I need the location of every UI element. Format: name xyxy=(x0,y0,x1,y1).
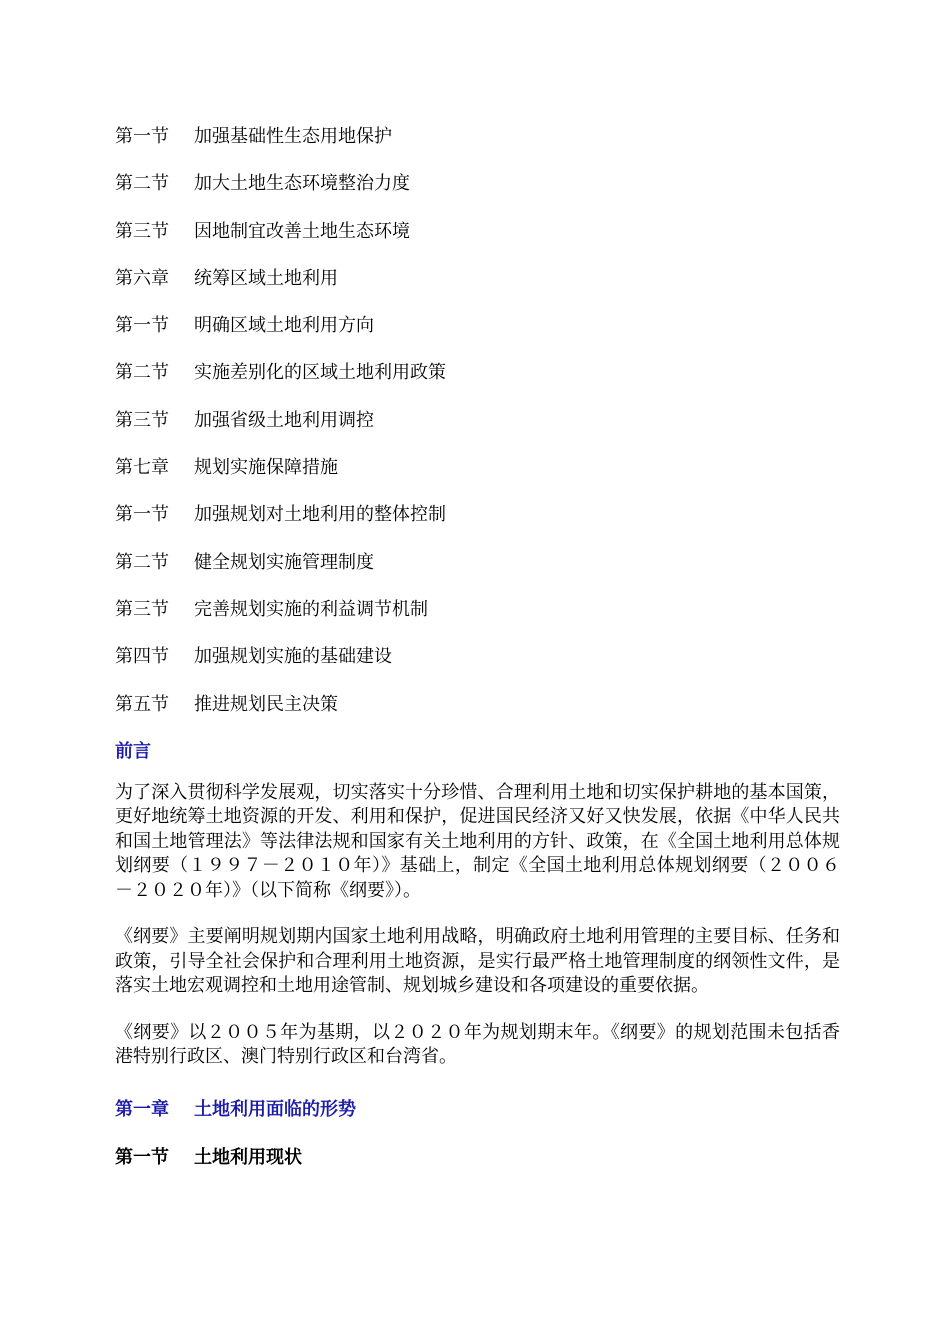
toc-entry-title: 加强规划对土地利用的整体控制 xyxy=(194,504,446,526)
toc-entry-title: 加强规划实施的基础建设 xyxy=(194,646,392,668)
toc-entry xyxy=(115,408,840,434)
toc-entry-number: 第四节 xyxy=(115,646,169,668)
toc-entry xyxy=(115,644,840,670)
toc-entry xyxy=(115,124,840,150)
chapter-title: 土地利用面临的形势 xyxy=(194,1098,356,1120)
toc-entry xyxy=(115,360,840,386)
toc-entry xyxy=(115,502,840,528)
preface-paragraph: 《纲要》以２００５年为基期，以２０２０年为规划期末年。《纲要》的规划范围未包括香港特别行政区、澳门特别行政区和台湾省。 xyxy=(115,1021,840,1068)
toc-entry-number: 第三节 xyxy=(115,598,169,620)
section-number: 第一节 xyxy=(115,1146,169,1168)
preface-heading: 前言 xyxy=(115,740,151,762)
toc-entry-number: 第三节 xyxy=(115,220,169,242)
toc-entry xyxy=(115,313,840,339)
section-heading xyxy=(115,1145,840,1171)
toc-entry-number: 第七章 xyxy=(115,457,169,479)
toc-entry-number: 第六章 xyxy=(115,267,169,289)
toc-entry-number: 第三节 xyxy=(115,409,169,431)
toc-entry-number: 第一节 xyxy=(115,315,169,337)
toc-entry-title: 推进规划民主决策 xyxy=(194,693,338,715)
toc-entry-title: 明确区域土地利用方向 xyxy=(194,315,374,337)
toc-entry xyxy=(115,171,840,197)
toc-entry-title: 统筹区域土地利用 xyxy=(194,267,338,289)
preface-paragraph: 《纲要》主要阐明规划期内国家土地利用战略，明确政府土地利用管理的主要目标、任务和政策，引导全社会保护和合理利用土地资源，是实行最严格土地管理制度的纲领性文件，是落实土地宏观调控和土地用途管制、规划城乡建设和各项建设的重要依据。 xyxy=(115,926,840,997)
toc-entry-number: 第二节 xyxy=(115,173,169,195)
preface-paragraph: 为了深入贯彻科学发展观，切实落实十分珍惜、合理利用土地和切实保护耕地的基本国策，更好地统筹土地资源的开发、利用和保护，促进国民经济又好又快发展，依据《中华人民共和国土地管理法》等法律法规和国家有关土地利用的方针、政策，在《全国土地利用总体规划纲要（１９９７－２０１０年）》基础上，制定《全国土地利用总体规划纲要（２００６－２０２０年）》（以下简称《纲要》）。 xyxy=(115,781,840,901)
toc-entry-number: 第一节 xyxy=(115,126,169,147)
document-page xyxy=(115,124,840,1171)
toc-entry-title: 健全规划实施管理制度 xyxy=(194,551,374,573)
toc-entry-title: 加强基础性生态用地保护 xyxy=(194,126,392,147)
toc-entry-title: 实施差别化的区域土地利用政策 xyxy=(194,362,446,384)
toc-entry-number: 第二节 xyxy=(115,362,169,384)
chapter-number: 第一章 xyxy=(115,1098,169,1120)
toc-entry-title: 加强省级土地利用调控 xyxy=(194,409,374,431)
toc-entry-number: 第一节 xyxy=(115,504,169,526)
chapter-heading xyxy=(115,1097,840,1123)
toc-entry xyxy=(115,219,840,245)
toc-entry-title: 完善规划实施的利益调节机制 xyxy=(194,598,428,620)
toc-entry-title: 加大土地生态环境整治力度 xyxy=(194,173,410,195)
toc-entry-number: 第五节 xyxy=(115,693,169,715)
toc-entry-number: 第二节 xyxy=(115,551,169,573)
toc-entry xyxy=(115,597,840,623)
toc-entry-title: 规划实施保障措施 xyxy=(194,457,338,479)
toc-entry xyxy=(115,266,840,292)
toc-entry xyxy=(115,550,840,576)
toc-entry xyxy=(115,455,840,481)
section-title: 土地利用现状 xyxy=(194,1146,302,1168)
toc-entry xyxy=(115,692,840,718)
toc-entry-title: 因地制宜改善土地生态环境 xyxy=(194,220,410,242)
toc-list xyxy=(115,124,840,718)
